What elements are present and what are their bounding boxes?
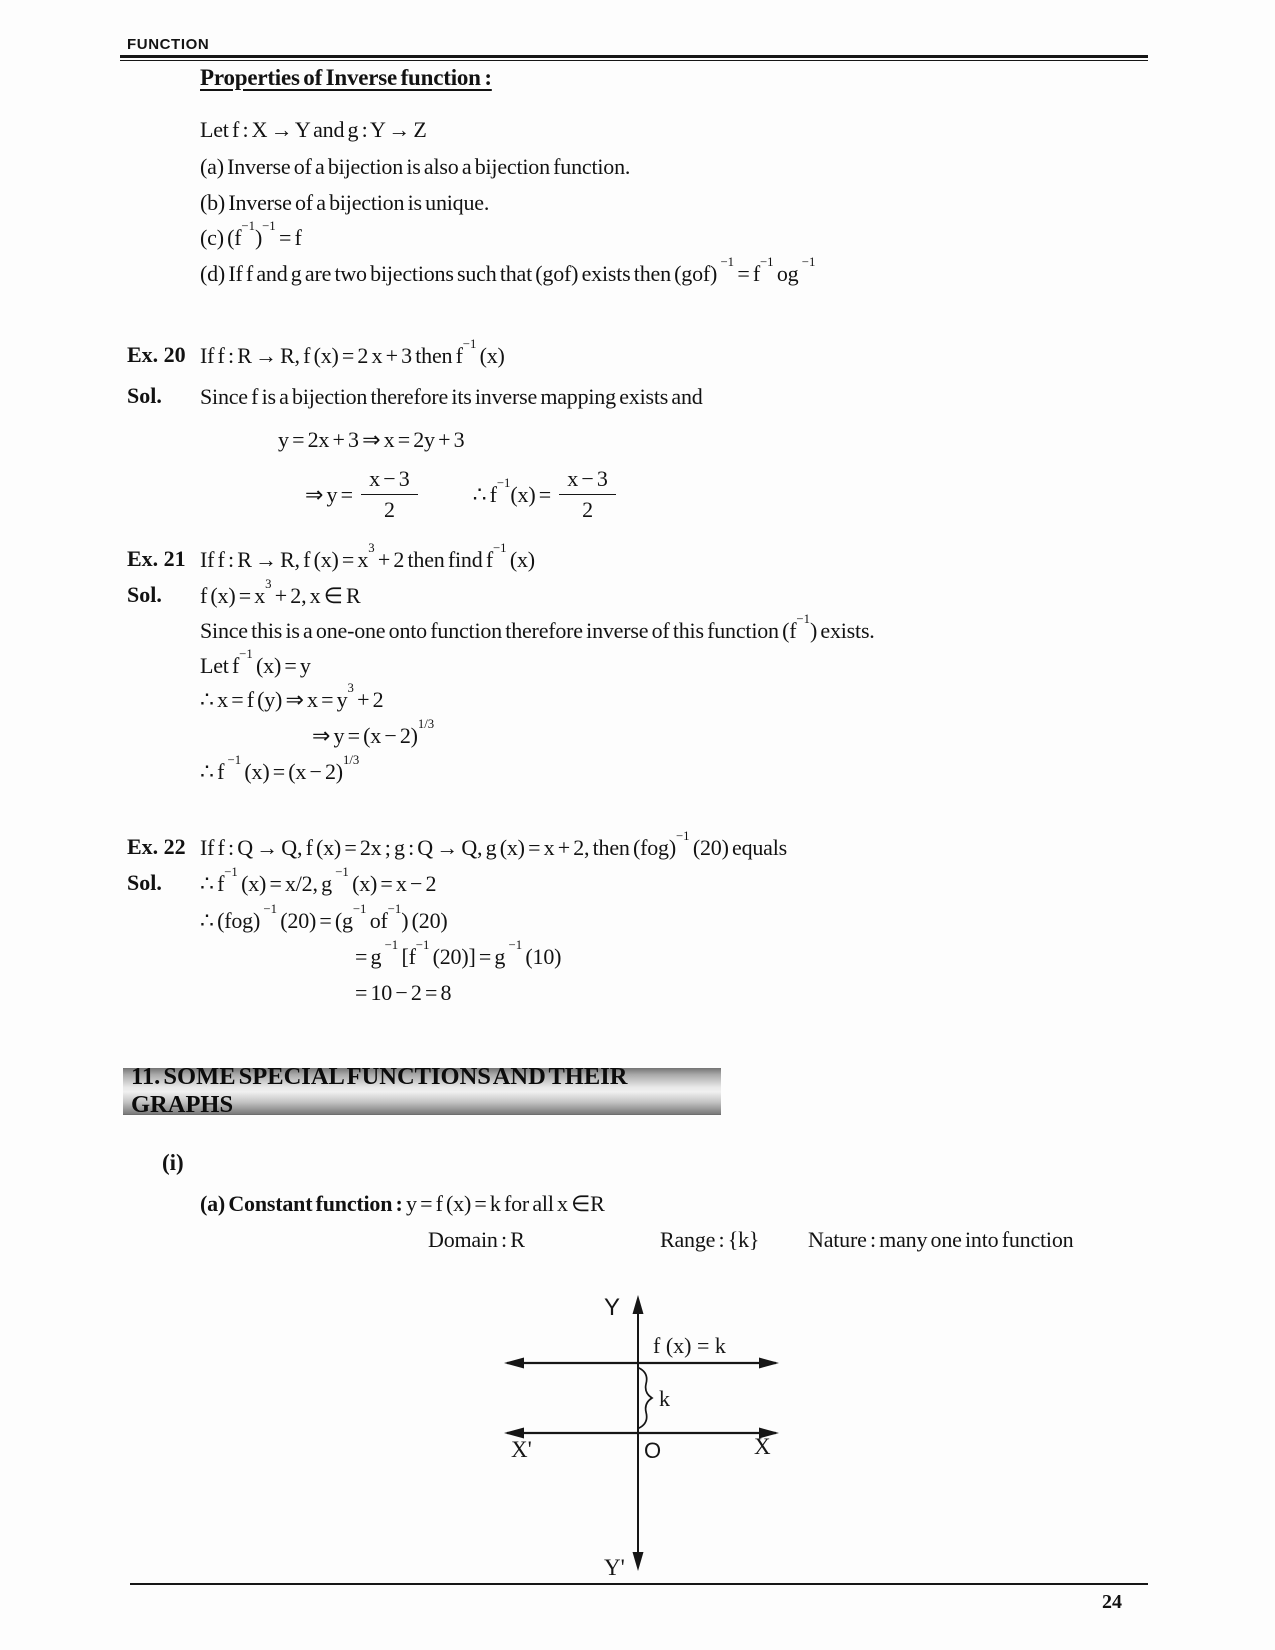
- graph-label-x: X: [754, 1434, 771, 1459]
- fraction-numerator: x − 3: [361, 465, 417, 495]
- superscript: 1/3: [342, 752, 360, 767]
- property-a-line: [200, 153, 630, 181]
- text-run: + 2 then find f: [374, 547, 493, 572]
- properties-title: [200, 64, 492, 93]
- superscript: −1: [387, 901, 402, 916]
- constant-function-graph: [480, 1248, 800, 1584]
- text-run: (20)] = g: [429, 944, 509, 969]
- text-run: (d) If f and g are two bijections such that (gof) exists then (gof): [200, 261, 721, 286]
- superscript: −1: [496, 475, 511, 490]
- text-run: ⇒ y =: [305, 482, 357, 508]
- text-run: + 2: [353, 687, 384, 712]
- superscript: 1/3: [417, 716, 435, 731]
- text-run: y = f (x) = k for all x ∈R: [406, 1191, 605, 1216]
- ex20-question: [200, 336, 505, 370]
- text-run: ∴ (fog): [200, 908, 264, 933]
- ex20-derivation-line-2: [305, 468, 621, 526]
- constant-function-heading: [200, 1190, 605, 1218]
- range-label: Range : {k}: [660, 1227, 760, 1252]
- text-run: og: [773, 261, 802, 286]
- text-run: (b) Inverse of a bijection is unique.: [200, 190, 490, 215]
- text-run: Since this is a one-one onto function therefore inverse of this function (f: [200, 618, 797, 643]
- ex20-solution-label: Sol.: [127, 383, 162, 408]
- superscript: −1: [415, 937, 430, 952]
- text-run: If f : Q → Q, f (x) = 2x ; g : Q → Q, g (x) = x + 2, then (fog): [200, 835, 676, 860]
- text-run: ) exists.: [809, 618, 875, 643]
- fraction-numerator: x − 3: [559, 465, 615, 495]
- ex21-solution-label: Sol.: [127, 582, 162, 607]
- text-run: (x) =: [510, 482, 555, 508]
- superscript: 3: [265, 576, 272, 591]
- fraction-denominator: 2: [383, 496, 395, 522]
- property-d-line: [200, 254, 816, 288]
- superscript: −1: [227, 752, 242, 767]
- superscript: −1: [263, 901, 277, 916]
- page-number: 24: [1102, 1591, 1122, 1613]
- constant-line-left-arrow-icon: [504, 1358, 524, 1369]
- ex21-let-line: [200, 646, 311, 680]
- superscript: −1: [384, 937, 399, 952]
- ex20-derivation-line-1: [278, 426, 464, 454]
- text-run: Since f is a bijection therefore its inverse mapping exists and: [200, 384, 703, 409]
- fraction: [559, 465, 615, 523]
- text-run: (x) = (x − 2): [241, 759, 343, 784]
- fraction-denominator: 2: [582, 496, 593, 522]
- fraction: [361, 465, 417, 523]
- text-run: (x): [476, 343, 505, 368]
- superscript: −1: [462, 336, 477, 351]
- ex21-step-2: [312, 716, 435, 750]
- text-run: (20) equals: [689, 835, 788, 860]
- text-run: ): [254, 225, 263, 250]
- text-run: + 2, x ∈ R: [271, 583, 361, 608]
- superscript: −1: [759, 254, 774, 269]
- superscript: −1: [796, 611, 810, 626]
- text-run: (10): [522, 944, 562, 969]
- superscript: −1: [239, 646, 253, 661]
- constant-line-right-arrow-icon: [759, 1358, 779, 1369]
- text-run: If f : R → R, f (x) = 2 x + 3 then f: [200, 343, 463, 368]
- text-run: = f: [275, 225, 302, 250]
- text-run: (20) = (g: [276, 908, 353, 933]
- ex22-label: Ex. 22: [127, 834, 186, 859]
- text-run: (c) (f: [200, 225, 242, 250]
- superscript: −1: [262, 218, 276, 233]
- ex21-since-line: [200, 611, 875, 645]
- ex20-solution-text: [200, 383, 703, 411]
- properties-let-line: [200, 116, 427, 144]
- y-axis-down-arrow-icon: [633, 1552, 644, 1571]
- text-run: (x): [506, 547, 535, 572]
- ex21-question: [200, 540, 535, 574]
- ex22-step-2: [355, 937, 562, 971]
- ex21-label: Ex. 21: [127, 546, 186, 571]
- ex21-step-1: [200, 680, 384, 714]
- page-header: FUNCTION: [127, 36, 210, 53]
- text-run: (a) Inverse of a bijection is also a bijection function.: [200, 154, 631, 179]
- text-run: If f : R → R, f (x) = x: [200, 547, 369, 572]
- text-run: Let f : X → Y and g : Y → Z: [200, 117, 427, 142]
- text-run: y = 2x + 3 ⇒ x = 2y + 3: [278, 427, 465, 452]
- text-run: = g: [355, 944, 385, 969]
- text-run: ∴ f: [200, 871, 225, 896]
- text-run: of: [366, 908, 388, 933]
- text-run: ∴ f: [200, 759, 228, 784]
- superscript: −1: [224, 864, 238, 879]
- superscript: −1: [508, 937, 523, 952]
- ex21-solution-line: [200, 576, 361, 610]
- footer-rule: [130, 1583, 1148, 1585]
- superscript: 3: [347, 680, 354, 695]
- properties-title-text: Properties of Inverse function :: [200, 65, 492, 90]
- graph-label-y: Y: [604, 1294, 621, 1321]
- ex21-result-line: [200, 752, 360, 786]
- domain-label: Domain : R: [428, 1227, 525, 1252]
- ex22-solution-line: [200, 864, 437, 898]
- k-brace-icon: [639, 1368, 652, 1428]
- ex22-solution-label: Sol.: [127, 870, 162, 895]
- graph-label-origin: O: [644, 1438, 662, 1463]
- graph-label-x-prime: X': [511, 1437, 532, 1462]
- superscript: −1: [801, 254, 816, 269]
- text-run: ) (20): [401, 908, 448, 933]
- superscript: 3: [368, 540, 375, 555]
- text-run: = 10 − 2 = 8: [355, 980, 452, 1005]
- nature-label: Nature : many one into function: [808, 1227, 1074, 1252]
- text-run: (x) = y: [252, 653, 311, 678]
- superscript: −1: [675, 828, 690, 843]
- section-banner-text: 11. SOME SPECIAL FUNCTIONS AND THEIR GRAPHS: [131, 1063, 628, 1118]
- superscript: −1: [335, 864, 349, 879]
- superscript: −1: [720, 254, 735, 269]
- text-run: [f: [398, 944, 416, 969]
- text-run: ∴ x = f (y) ⇒ x = y: [200, 687, 348, 712]
- superscript: −1: [492, 540, 507, 555]
- text-run: (x) = x − 2: [348, 871, 437, 896]
- ex22-step-3: [355, 979, 451, 1007]
- text-run: Let f: [200, 653, 240, 678]
- section-banner: [123, 1063, 721, 1118]
- graph-label-y-prime: Y': [604, 1555, 625, 1580]
- subsection-marker: (i): [162, 1150, 184, 1175]
- text-run: ⇒ y = (x − 2): [312, 723, 418, 748]
- superscript: −1: [241, 218, 255, 233]
- graph-k-label: k: [659, 1386, 670, 1411]
- header-rule: [120, 55, 1148, 61]
- text-run: ∴ f: [472, 482, 497, 508]
- ex22-question: [200, 828, 788, 862]
- text-run: (x) = x/2, g: [237, 871, 336, 896]
- property-c-line: [200, 218, 302, 252]
- text-run: (a) Constant function :: [200, 1191, 406, 1216]
- text-run: = f: [734, 261, 760, 286]
- ex20-label: Ex. 20: [127, 342, 186, 367]
- ex22-step-1: [200, 901, 448, 935]
- text-run: f (x) = x: [200, 583, 266, 608]
- graph-function-label: f (x) = k: [653, 1333, 726, 1358]
- y-axis-up-arrow-icon: [633, 1295, 644, 1314]
- property-b-line: [200, 189, 489, 217]
- superscript: −1: [352, 901, 367, 916]
